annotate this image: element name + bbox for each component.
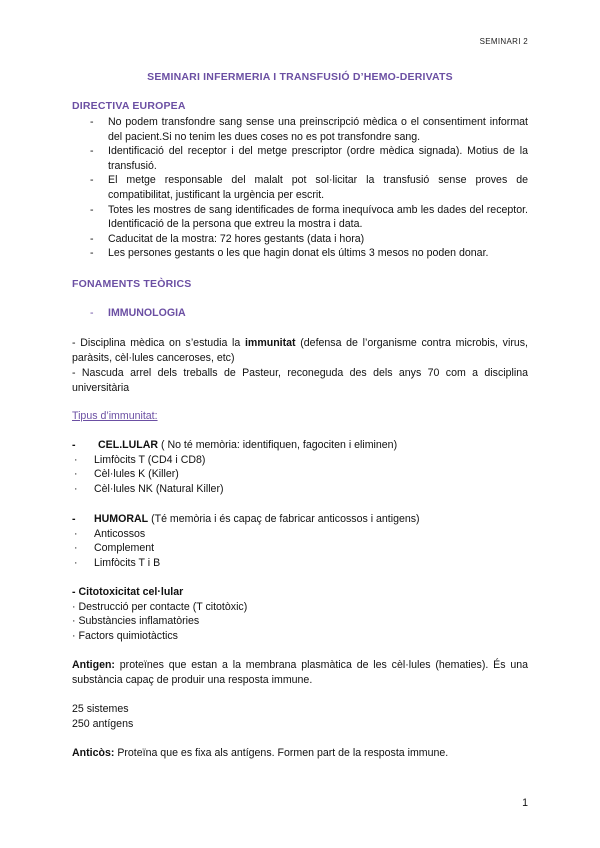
list-item: · Substàncies inflamatòries — [72, 615, 200, 628]
list-item: · Limfòcits T i B — [74, 556, 161, 569]
immunologia-para-2: - Nascuda arrel dels treballs de Pasteur, reconeguda des dels anys 70 com a disciplina universitària — [72, 367, 528, 394]
list-item: - Caducitat de la mostra: 72 hores gestants (data i hora) — [90, 232, 365, 245]
list-item: - El metge responsable del malalt pot sol·licitar la transfusió sense proves de compatibilitat, justificant la urgència per escrit. — [90, 174, 528, 201]
immunologia-heading: - IMMUNOLOGIA — [90, 307, 186, 319]
list-item: - Totes les mostres de sang identificades de forma inequívoca amb les dades del receptor. Identificació de la persona que extreu la mostra i data. — [90, 203, 528, 231]
section-heading-fonaments: FONAMENTS TEÒRICS — [72, 278, 192, 290]
anticos-definition: Anticòs: Proteïna que es fixa als antígens. Formen part de la resposta immune. — [72, 747, 449, 759]
humoral-block — [72, 512, 528, 570]
page-number: 1 — [522, 797, 528, 809]
citotoxicitat-title: - Citotoxicitat cel·lular — [72, 586, 184, 598]
section-heading-directiva: DIRECTIVA EUROPEA — [72, 100, 186, 112]
list-item: · Destrucció per contacte (T citotòxic) — [72, 600, 248, 613]
document-title: SEMINARI INFERMERIA I TRANSFUSIÓ D’HEMO-DERIVATS — [147, 71, 453, 83]
antigen-definition: Antigen: proteïnes que estan a la membrana plasmàtica de les cèl·lules (hematies). És una substància capaç de produir una resposta immune. — [72, 659, 528, 686]
cellular-block — [72, 438, 528, 496]
list-item: - Identificació del receptor i del metge prescriptor (ordre mèdica signada). Motius de la transfusió. — [90, 145, 528, 172]
cellular-title: - CEL.LULAR ( No té memòria: identifiquen, fagociten i eliminen) — [72, 439, 398, 451]
list-item: · Complement — [74, 542, 155, 555]
list-item: · Limfòcits T (CD4 i CD8) — [74, 453, 206, 466]
running-header: SEMINARI 2 — [479, 37, 528, 46]
tipus-heading: Tipus d’immunitat: — [72, 410, 158, 422]
directiva-list — [72, 115, 528, 261]
immunologia-para-1: - Disciplina mèdica on s’estudia la immunitat (defensa de l’organisme contra microbis, virus, paràsits, cèl·lules canceroses, etc) — [72, 337, 528, 364]
humoral-title: - HUMORAL (Té memòria i és capaç de fabricar anticossos i antigens) — [72, 513, 420, 525]
list-item: - Les persones gestants o les que hagin donat els últims 3 mesos no poden donar. — [90, 247, 489, 260]
citotoxicitat-block — [72, 585, 528, 643]
list-item: · Cèl·lules K (Killer) — [74, 468, 179, 481]
list-item: · Anticossos — [74, 527, 146, 540]
antigen-counts: 25 sistemes 250 antígens — [72, 703, 134, 730]
list-item: · Cèl·lules NK (Natural Killer) — [74, 482, 224, 495]
list-item: - No podem transfondre sang sense una preinscripció mèdica o el consentiment informat del pacient.Si no tenim les dues coses no es pot transfondre sang. — [90, 116, 528, 143]
list-item: · Factors quimiotàctics — [72, 629, 178, 642]
